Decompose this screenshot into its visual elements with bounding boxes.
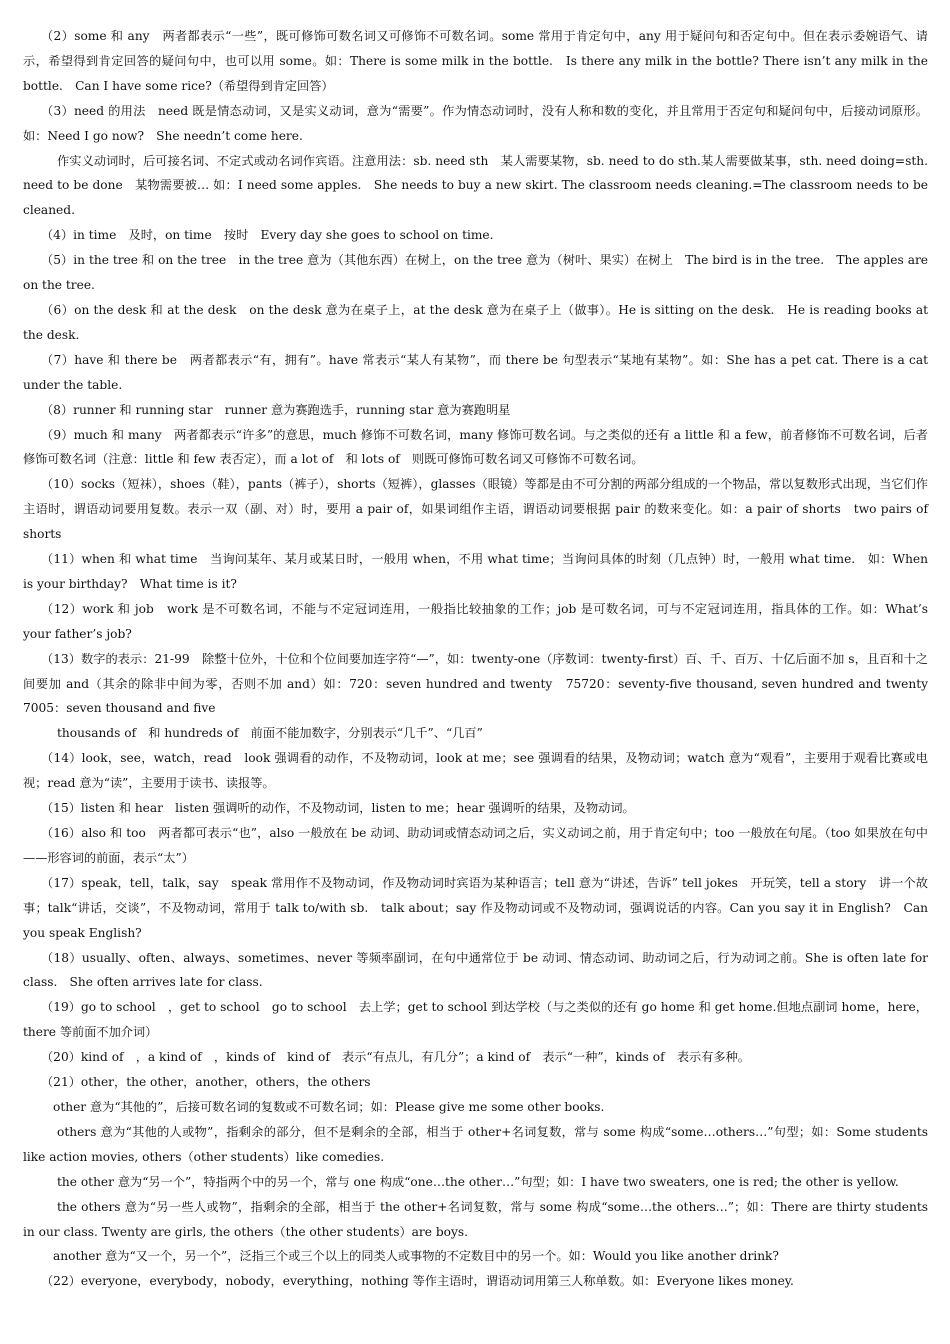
- note-14-look-see-watch-read: （14）look，see，watch，read look 强调看的动作，不及物动词，look at me；see 强调看的结果，及物动词；watch 意为“观看”，主要用于观看比赛或电视；read 意为“读”，主要用于读书、读报等。: [23, 751, 928, 791]
- note-15-listen-hear: （15）listen 和 hear listen 强调听的动作，不及物动词，listen to me；hear 强调听的结果，及物动词。: [41, 801, 635, 816]
- note-9-much-many: （9）much 和 many 两者都表示“许多”的意思，much 修饰不可数名词，many 修饰可数名词。与之类似的还有 a little 和 a few，前者修饰不可数名词，后者修饰可数名词（注意：little 和 few 表否定），而 a lot of 和 lots of 则既可修饰可数名词又可修饰不可数名词。: [23, 427, 928, 467]
- note-21-the-other: the other 意为“另一个”，特指两个中的另一个，常与 one 构成“one…the other…”句型；如：I have two sweaters, one is red; the other is yellow.: [57, 1174, 899, 1189]
- document-body: [23, 24, 941, 1294]
- note-21-another: another 意为“又一个，另一个”，泛指三个或三个以上的同类人或事物的不定数目中的另一个。如：Would you like another drink?: [53, 1249, 779, 1264]
- note-2-some-any: （2）some 和 any 两者都表示“一些”，既可修饰可数名词又可修饰不可数名词。some 常用于肯定句中，any 用于疑问句和否定句中。但在表示委婉语气、请示，希望得到肯定回答的疑问句中，也可以用 some。如：There is some milk in the bottle. Is there any milk in the bottle? There isn’t any milk in the bottle. Can I have some rice?（希望得到肯定回答）: [23, 29, 928, 93]
- note-3-need-notional-verb: 作实义动词时，后可接名词、不定式或动名词作宾语。注意用法：sb. need sth 某人需要某物，sb. need to do sth.某人需要做某事，sth. need doing=sth. need to be done 某物需要被… 如：I need some apples. She needs to buy a new skirt. The classroom needs cleaning.=The classroom needs to be cleaned.: [23, 153, 928, 218]
- note-8-runner: （8）runner 和 running star runner 意为赛跑选手，running star 意为赛跑明星: [41, 402, 511, 417]
- note-13-numbers: （13）数字的表示：21-99 除整十位外，十位和个位间要加连字符“—”，如：twenty-one（序数词：twenty-first）百、千、百万、十亿后面不加 s，且百和十之间要加 and（其余的除非中间为零，否则不加 and）如：720：seven hundred and twenty 75720：seventy-five thousand, seven hundred and twenty 7005：seven thousand and five: [23, 651, 941, 716]
- note-22-indefinite-pronouns: （22）everyone，everybody，nobody，everything，nothing 等作主语时，谓语动词用第三人称单数。如：Everyone likes money.: [41, 1274, 794, 1289]
- note-21-other-heading: （21）other，the other，another，others，the others: [41, 1075, 371, 1090]
- note-10-plural-nouns: （10）socks（短袜），shoes（鞋），pants（裤子），shorts（短裤），glasses（眼镜）等都是由不可分割的两部分组成的一个物品，常以复数形式出现，当它们作主语时，谓语动词要用复数。表示一双（副、对）时，要用 a pair of，如果词组作主语，谓语动词要根据 pair 的数来变化。如：a pair of shorts two pairs of shorts: [23, 477, 928, 542]
- note-16-also-too: （16）also 和 too 两者都可表示“也”，also 一般放在 be 动词、助动词或情态动词之后，实义动词之前，用于肯定句中；too 一般放在句尾。（too 如果放在句中——形容词的前面，表示“太”）: [23, 826, 928, 865]
- note-7-have-there-be: （7）have 和 there be 两者都表示“有，拥有”。have 常表示“某人有某物”，而 there be 句型表示“某地有某物”。如：She has a pet cat. There is a cat under the table.: [23, 352, 928, 392]
- note-17-speak-tell-talk-say: （17）speak，tell，talk，say speak 常用作不及物动词，作及物动词时宾语为某种语言；tell 意为“讲述，告诉” tell jokes 开玩笑，tell a story 讲一个故事；talk“讲话，交谈”，不及物动词，常用于 talk to/with sb. talk about；say 作及物动词或不及物动词，强调说话的内容。Can you say it in English? Can you speak English?: [23, 875, 928, 940]
- note-21-others: others 意为“其他的人或物”，指剩余的部分，但不是剩余的全部，相当于 other+名词复数，常与 some 构成“some…others…”句型；如：Some students like action movies, others（other students）like comedies.: [23, 1124, 928, 1164]
- note-21-other: other 意为“其他的”，后接可数名词的复数或不可数名词；如：Please give me some other books.: [53, 1099, 605, 1114]
- note-3-need: （3）need 的用法 need 既是情态动词，又是实义动词，意为“需要”。作为情态动词时，没有人称和数的变化，并且常用于否定句和疑问句中，后接动词原形。如：Need I go now? She needn’t come here.: [23, 103, 928, 143]
- note-20-kind-of: （20）kind of ，a kind of ，kinds of kind of 表示“有点儿，有几分”；a kind of 表示“一种”，kinds of 表示有多种。: [41, 1050, 750, 1065]
- note-12-work-job: （12）work 和 job work 是不可数名词，不能与不定冠词连用，一般指比较抽象的工作；job 是可数名词，可与不定冠词连用，指具体的工作。如：What’s your father’s job?: [23, 601, 928, 641]
- note-19-go-get-to-school: （19）go to school ，get to school go to school 去上学；get to school 到达学校（与之类似的还有 go home 和 get home.但地点副词 home，here，there 等前面不加介词）: [23, 1000, 928, 1040]
- note-5-in-on-the-tree: （5）in the tree 和 on the tree in the tree 意为（其他东西）在树上，on the tree 意为（树叶、果实）在树上 The bird is in the tree. The apples are on the tree.: [23, 253, 928, 293]
- note-4-in-time-on-time: （4）in time 及时，on time 按时 Every day she goes to school on time.: [41, 228, 494, 243]
- note-21-the-others: the others 意为“另一些人或物”，指剩余的全部，相当于 the other+名词复数，常与 some 构成“some…the others…”；如：There are thirty students in our class. Twenty are girls, the others（the other students）are boys.: [23, 1199, 928, 1239]
- note-18-frequency-adverbs: （18）usually、often、always、sometimes、never 等频率副词，在句中通常位于 be 动词、情态动词、助动词之后，行为动词之前。She is often late for class. She often arrives late for class.: [23, 950, 928, 990]
- note-13-thousands-hundreds: thousands of 和 hundreds of 前面不能加数字，分别表示“几千”、“几百”: [57, 726, 483, 741]
- note-11-when-what-time: （11）when 和 what time 当询问某年、某月或某日时，一般用 when，不用 what time；当询问具体的时刻（几点钟）时，一般用 what time. 如：When is your birthday? What time is it?: [23, 552, 928, 591]
- note-6-on-at-the-desk: （6）on the desk 和 at the desk on the desk 意为在桌子上，at the desk 意为在桌子上（做事）。He is sitting on the desk. He is reading books at the desk.: [23, 302, 928, 342]
